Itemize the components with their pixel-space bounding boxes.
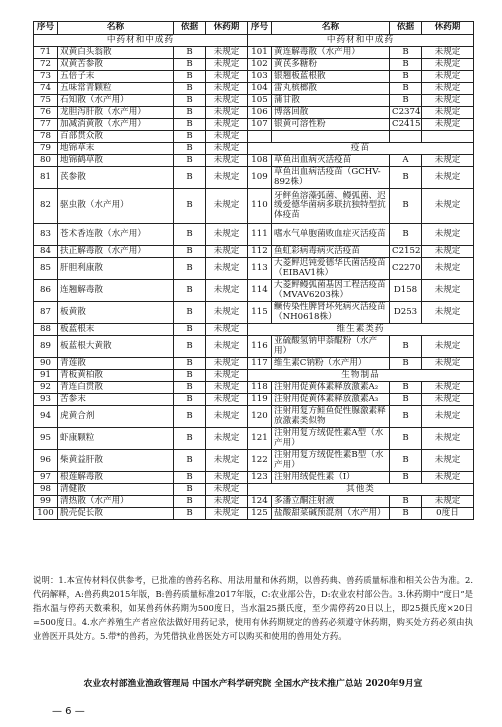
drug-basis: B [390, 428, 422, 450]
drug-name: 注射用复方鲑鱼促性腺激素释放激素类似物 [272, 406, 390, 428]
table-row [34, 370, 474, 382]
drug-number: 76 [34, 107, 58, 119]
drug-basis: B [390, 406, 422, 428]
table-body [34, 35, 474, 520]
drug-basis: B [390, 95, 422, 107]
table-row [34, 59, 474, 71]
drug-number: 97 [34, 472, 58, 484]
drug-name: 连翘解毒散 [58, 280, 174, 302]
drug-name: 青莲散 [58, 358, 174, 370]
table-row [34, 167, 474, 189]
withdrawal-period: 未规定 [206, 258, 248, 280]
table-row [34, 224, 474, 246]
table-row [34, 450, 474, 472]
drug-name: 注射用促黄体素释放激素A₃ [272, 394, 390, 406]
drug-name: 青连白贯散 [58, 382, 174, 394]
drug-name: 黄连解毒散（水产用） [272, 47, 390, 59]
withdrawal-period: 未规定 [206, 394, 248, 406]
drug-name: 黄芪多糖粉 [272, 59, 390, 71]
drug-basis: B [390, 382, 422, 394]
withdrawal-period: 未规定 [206, 71, 248, 83]
table-row [34, 258, 474, 280]
withdrawal-period: 未规定 [422, 224, 474, 246]
drug-name: 地锦草末 [58, 143, 174, 155]
drug-number: 81 [34, 167, 58, 189]
drug-basis: B [174, 450, 206, 472]
withdrawal-period: 未规定 [206, 119, 248, 131]
table-row [34, 95, 474, 107]
drug-number: 115 [248, 302, 272, 324]
drug-number: 117 [248, 358, 272, 370]
column-header: 序号 [34, 22, 58, 35]
drug-name: 虾康颗粒 [58, 428, 174, 450]
drug-name: 双黄白头翁散 [58, 47, 174, 59]
drug-basis: B [174, 224, 206, 246]
drug-number: 114 [248, 280, 272, 302]
section-heading: 中药材和中成药 [248, 35, 474, 47]
drug-number: 85 [34, 258, 58, 280]
drug-basis: B [390, 358, 422, 370]
withdrawal-period: 未规定 [206, 47, 248, 59]
drug-name: 银翘板蓝根散 [272, 71, 390, 83]
drug-number: 118 [248, 382, 272, 394]
table-row [34, 246, 474, 258]
drug-basis: B [174, 280, 206, 302]
drug-basis: B [174, 258, 206, 280]
withdrawal-period: 未规定 [422, 280, 474, 302]
drug-number: 99 [34, 496, 58, 508]
page-number: — 6 — [52, 706, 85, 717]
drug-number: 88 [34, 324, 58, 336]
table-row [34, 428, 474, 450]
drug-name: 石知散（水产用） [58, 95, 174, 107]
column-header: 序号 [248, 22, 272, 35]
empty-cell [422, 131, 474, 143]
drug-name: 盐酸甜菜碱预混剂（水产用） [272, 508, 390, 520]
drug-basis: B [174, 119, 206, 131]
drug-name: 柴黄益肝散 [58, 450, 174, 472]
drug-number: 108 [248, 155, 272, 167]
table-row [34, 382, 474, 394]
drug-basis: B [390, 496, 422, 508]
drug-number: 73 [34, 71, 58, 83]
drug-basis: B [174, 131, 206, 143]
withdrawal-period: 未规定 [206, 95, 248, 107]
drug-name: 注射用绒促性素（I） [272, 472, 390, 484]
withdrawal-period: 未规定 [422, 47, 474, 59]
withdrawal-period: 未规定 [206, 302, 248, 324]
withdrawal-period: 未规定 [206, 107, 248, 119]
drug-number: 105 [248, 95, 272, 107]
drug-name: 维生素C钠粉（水产用） [272, 358, 390, 370]
drug-name: 板蓝根末 [58, 324, 174, 336]
drug-name: 芪参散 [58, 167, 174, 189]
drug-basis: A [390, 155, 422, 167]
drug-basis: B [174, 71, 206, 83]
withdrawal-period: 未规定 [422, 302, 474, 324]
withdrawal-period: 未规定 [206, 324, 248, 336]
drug-name: 五倍子末 [58, 71, 174, 83]
drug-name: 注射用复方绒促性素B型（水产用） [272, 450, 390, 472]
drug-basis: B [174, 59, 206, 71]
drug-number: 103 [248, 71, 272, 83]
withdrawal-period: 未规定 [206, 358, 248, 370]
table-row [34, 358, 474, 370]
drug-basis: C2152 [390, 246, 422, 258]
withdrawal-period: 0度日 [422, 508, 474, 520]
drug-number: 84 [34, 246, 58, 258]
withdrawal-period: 未规定 [422, 95, 474, 107]
drug-number: 123 [248, 472, 272, 484]
drug-basis: B [174, 324, 206, 336]
table-row [34, 35, 474, 47]
withdrawal-period: 未规定 [206, 83, 248, 95]
withdrawal-period: 未规定 [422, 472, 474, 484]
drug-name: 博落回散 [272, 107, 390, 119]
withdrawal-period: 未规定 [206, 428, 248, 450]
drug-number: 124 [248, 496, 272, 508]
drug-basis: B [174, 508, 206, 520]
table-row [34, 131, 474, 143]
drug-name: 地锦鹤草散 [58, 155, 174, 167]
drug-name: 大菱鲆鳗弧菌基因工程活疫苗（MVAV6203株） [272, 280, 390, 302]
withdrawal-period: 未规定 [206, 472, 248, 484]
drug-basis: B [174, 83, 206, 95]
column-header: 休药期 [206, 22, 248, 35]
drug-name: 苍术香连散（水产用） [58, 224, 174, 246]
drug-number: 122 [248, 450, 272, 472]
drug-basis: B [390, 450, 422, 472]
table-row [34, 280, 474, 302]
withdrawal-period: 未规定 [422, 59, 474, 71]
drug-basis: B [174, 302, 206, 324]
drug-name: 板蓝根大黄散 [58, 336, 174, 358]
column-header: 名称 [58, 22, 174, 35]
drug-number: 87 [34, 302, 58, 324]
drug-basis: B [390, 508, 422, 520]
section-heading: 维生素类药 [248, 324, 474, 336]
table-row [34, 336, 474, 358]
drug-basis: B [174, 394, 206, 406]
drug-name: 大菱鲆迟钝爱德华氏菌活疫苗（EIBAV1株） [272, 258, 390, 280]
drug-number: 79 [34, 143, 58, 155]
drug-number: 74 [34, 83, 58, 95]
drug-number: 72 [34, 59, 58, 71]
column-header: 名称 [272, 22, 390, 35]
withdrawal-period: 未规定 [422, 394, 474, 406]
drug-basis: B [174, 143, 206, 155]
withdrawal-period: 未规定 [422, 167, 474, 189]
drug-name: 注射用复方绒促性素A型（水产用） [272, 428, 390, 450]
drug-number: 86 [34, 280, 58, 302]
drug-number: 98 [34, 484, 58, 496]
withdrawal-period: 未规定 [206, 336, 248, 358]
drug-name: 清热散（水产用） [58, 496, 174, 508]
withdrawal-period: 未规定 [422, 119, 474, 131]
drug-name: 加减消黄散（水产用） [58, 119, 174, 131]
footer-publisher: 农业农村部渔业渔政管理局 中国水产科学研究院 全国水产技术推广总站 2020年9月宣 [83, 679, 423, 689]
drug-number: 111 [248, 224, 272, 246]
drug-name: 多潘立酮注射液 [272, 496, 390, 508]
drug-basis: B [390, 167, 422, 189]
drug-number: 109 [248, 167, 272, 189]
drug-name: 嗜水气单胞菌败血症灭活疫苗 [272, 224, 390, 246]
empty-cell [272, 131, 390, 143]
withdrawal-period: 未规定 [422, 189, 474, 224]
withdrawal-period: 未规定 [422, 336, 474, 358]
withdrawal-period: 未规定 [422, 450, 474, 472]
table-row [34, 394, 474, 406]
drug-number: 107 [248, 119, 272, 131]
table-row [34, 47, 474, 59]
drug-name: 注射用促黄体素释放激素A₂ [272, 382, 390, 394]
drug-name: 青板黄柏散 [58, 370, 174, 382]
table-row [34, 83, 474, 95]
withdrawal-period: 未规定 [206, 224, 248, 246]
drug-name: 银黄可溶性粉 [272, 119, 390, 131]
drug-name: 牙鲆鱼溶藻弧菌、鳗弧菌、迟缓爱德华菌病多联抗独特型抗体疫苗 [272, 189, 390, 224]
drug-name: 百部贯众散 [58, 131, 174, 143]
drug-number: 89 [34, 336, 58, 358]
withdrawal-period: 未规定 [422, 246, 474, 258]
withdrawal-period: 未规定 [206, 155, 248, 167]
drug-number: 120 [248, 406, 272, 428]
drug-name: 亚硫酸氢钠甲萘醌粉（水产用） [272, 336, 390, 358]
table-row [34, 406, 474, 428]
section-heading: 生物制品 [248, 370, 474, 382]
drug-basis: B [174, 484, 206, 496]
drug-name: 草鱼出血病灭活疫苗 [272, 155, 390, 167]
column-header: 依据 [390, 22, 422, 35]
table-row [34, 302, 474, 324]
withdrawal-period: 未规定 [422, 496, 474, 508]
drug-basis: B [390, 394, 422, 406]
drug-number: 116 [248, 336, 272, 358]
table-row [34, 496, 474, 508]
drug-number: 113 [248, 258, 272, 280]
drug-number: 100 [34, 508, 58, 520]
drug-number: 78 [34, 131, 58, 143]
drug-number: 94 [34, 406, 58, 428]
drug-name: 蒲甘散 [272, 95, 390, 107]
drug-basis: B [390, 336, 422, 358]
section-heading: 疫苗 [248, 143, 474, 155]
drug-basis: C2415 [390, 119, 422, 131]
withdrawal-period: 未规定 [206, 508, 248, 520]
withdrawal-period: 未规定 [422, 107, 474, 119]
withdrawal-period: 未规定 [206, 131, 248, 143]
notes-paragraph: 说明：1.本宣传材料仅供参考，已批准的兽药名称、用法用量和休药期，以兽药典、兽药质量标准和相关公告为准。2.代码解释，A:兽药典2015年版，B:兽药质量标准2017年版，C:农业部公告，D:农业农村部公告。3.休药期中“度日”是指水温与停药天数乘积，如某兽药休药期为500度日，当水温25摄氏度，至少需停药20日以上，即25摄氏度×20日=500度日。4.水产养殖生产者应依法做好用药记录，使用有休药期规定的兽药必须遵守休药期，购买处方药必须由执业兽医开具处方。5.带*的兽药，为凭借执业兽医处方可以购买和使用的兽用处方药。 [33, 575, 473, 641]
withdrawal-period: 未规定 [206, 484, 248, 496]
drug-basis: B [174, 428, 206, 450]
drug-number: 95 [34, 428, 58, 450]
drug-basis: B [174, 370, 206, 382]
table-row [34, 155, 474, 167]
table-row [34, 189, 474, 224]
drug-number: 119 [248, 394, 272, 406]
drug-number: 106 [248, 107, 272, 119]
drug-number: 80 [34, 155, 58, 167]
withdrawal-period: 未规定 [206, 382, 248, 394]
withdrawal-period: 未规定 [206, 450, 248, 472]
drug-name: 根莲解毒散 [58, 472, 174, 484]
withdrawal-period: 未规定 [206, 246, 248, 258]
drug-number: 92 [34, 382, 58, 394]
drug-number: 96 [34, 450, 58, 472]
withdrawal-period: 未规定 [206, 167, 248, 189]
withdrawal-period: 未规定 [422, 71, 474, 83]
column-header: 依据 [174, 22, 206, 35]
drug-number: 110 [248, 189, 272, 224]
drug-basis: B [174, 167, 206, 189]
drug-basis: D253 [390, 302, 422, 324]
drug-basis: B [390, 59, 422, 71]
drug-basis: C2374 [390, 107, 422, 119]
drug-basis: B [174, 496, 206, 508]
drug-basis: B [390, 189, 422, 224]
withdrawal-period: 未规定 [206, 496, 248, 508]
table-row [34, 71, 474, 83]
column-header: 休药期 [422, 22, 474, 35]
drug-basis: B [174, 358, 206, 370]
table-row [34, 472, 474, 484]
drug-name: 五味常青颗粒 [58, 83, 174, 95]
drug-name: 鳜传染性脾肾坏死病灭活疫苗（NH0618株） [272, 302, 390, 324]
table-row [34, 508, 474, 520]
withdrawal-period: 未规定 [206, 406, 248, 428]
drug-table [33, 21, 474, 520]
withdrawal-period: 未规定 [206, 189, 248, 224]
header-row [34, 22, 474, 35]
drug-basis: B [174, 472, 206, 484]
drug-name: 板黄散 [58, 302, 174, 324]
drug-number: 83 [34, 224, 58, 246]
empty-cell [390, 131, 422, 143]
table-row [34, 143, 474, 155]
drug-basis: B [174, 47, 206, 59]
withdrawal-period: 未规定 [422, 382, 474, 394]
withdrawal-period: 未规定 [206, 143, 248, 155]
drug-basis: C2270 [390, 258, 422, 280]
withdrawal-period: 未规定 [206, 59, 248, 71]
drug-basis: D158 [390, 280, 422, 302]
withdrawal-period: 未规定 [422, 155, 474, 167]
drug-number: 91 [34, 370, 58, 382]
drug-number: 77 [34, 119, 58, 131]
withdrawal-period: 未规定 [206, 370, 248, 382]
withdrawal-period: 未规定 [422, 358, 474, 370]
drug-basis: B [174, 406, 206, 428]
drug-name: 驱虫散（水产用） [58, 189, 174, 224]
drug-name: 雷丸槟榔散 [272, 83, 390, 95]
drug-number: 101 [248, 47, 272, 59]
withdrawal-period: 未规定 [206, 280, 248, 302]
drug-number: 75 [34, 95, 58, 107]
drug-basis: B [174, 155, 206, 167]
withdrawal-period: 未规定 [422, 83, 474, 95]
table-header [34, 22, 474, 35]
drug-number: 82 [34, 189, 58, 224]
drug-basis: B [174, 107, 206, 119]
withdrawal-period: 未规定 [422, 406, 474, 428]
section-heading: 中药材和中成药 [34, 35, 248, 47]
drug-basis: B [174, 189, 206, 224]
drug-number: 121 [248, 428, 272, 450]
drug-basis: B [174, 246, 206, 258]
drug-name: 扶正解毒散（水产用） [58, 246, 174, 258]
drug-number: 125 [248, 508, 272, 520]
table-row [34, 324, 474, 336]
drug-basis: B [390, 71, 422, 83]
withdrawal-period: 未规定 [422, 428, 474, 450]
section-heading: 其他类 [248, 484, 474, 496]
drug-number: 71 [34, 47, 58, 59]
drug-number: 104 [248, 83, 272, 95]
drug-name: 肝胆利康散 [58, 258, 174, 280]
drug-name: 龙胆泻肝散（水产用） [58, 107, 174, 119]
withdrawal-period: 未规定 [422, 258, 474, 280]
drug-number: 93 [34, 394, 58, 406]
drug-number: 112 [248, 246, 272, 258]
drug-name: 草鱼出血病活疫苗（GCHV-892株） [272, 167, 390, 189]
drug-basis: B [174, 95, 206, 107]
drug-basis: B [174, 336, 206, 358]
empty-cell [248, 131, 272, 143]
drug-name: 清健散 [58, 484, 174, 496]
table-row [34, 484, 474, 496]
drug-name: 双黄苦参散 [58, 59, 174, 71]
table-row [34, 119, 474, 131]
drug-number: 102 [248, 59, 272, 71]
drug-basis: B [390, 83, 422, 95]
drug-basis: B [390, 47, 422, 59]
drug-name: 脱壳促长散 [58, 508, 174, 520]
drug-number: 90 [34, 358, 58, 370]
drug-name: 虎黄合剂 [58, 406, 174, 428]
drug-basis: B [390, 472, 422, 484]
drug-basis: B [390, 224, 422, 246]
drug-name: 鱼虹彩病毒病灭活疫苗 [272, 246, 390, 258]
drug-name: 苦参末 [58, 394, 174, 406]
table-row [34, 107, 474, 119]
drug-basis: B [174, 382, 206, 394]
